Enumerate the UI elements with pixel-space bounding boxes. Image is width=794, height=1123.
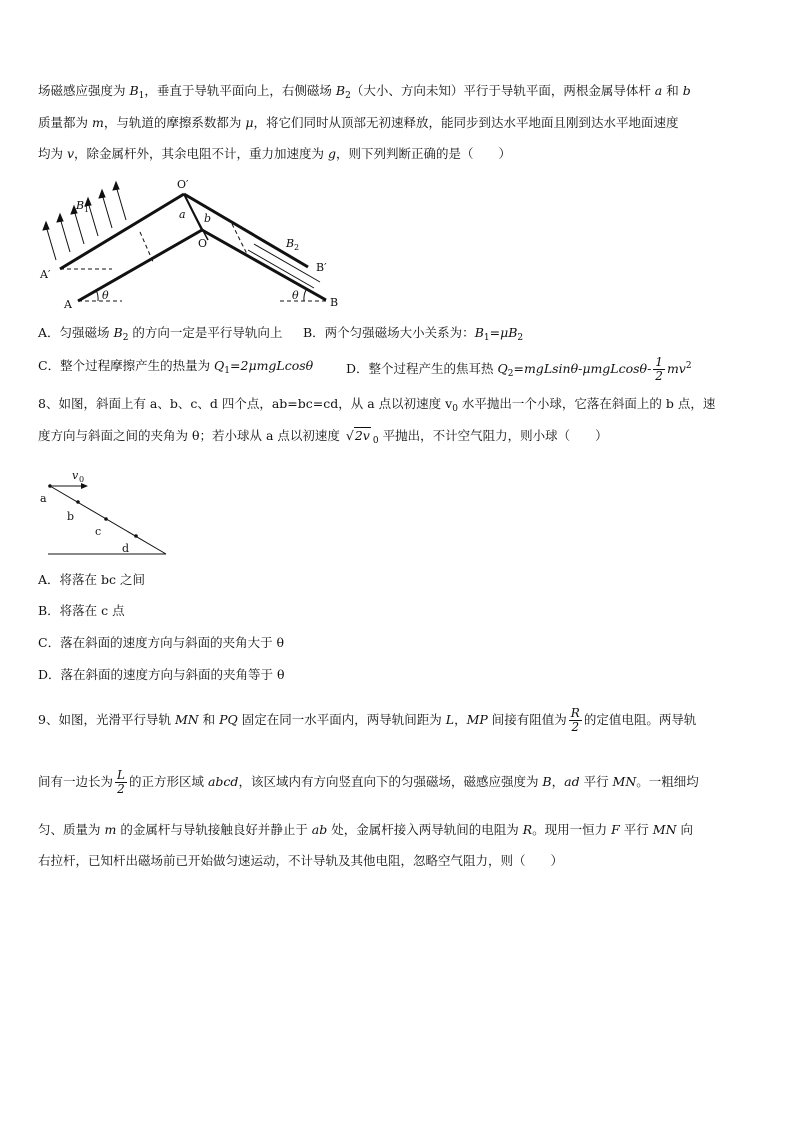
fraction-numerator: L: [117, 768, 125, 782]
q8-point-b: [76, 500, 80, 504]
q9-fraction-R-over-2: [569, 707, 582, 734]
q7-option-D-text: D．整个过程产生的焦耳热: [346, 361, 498, 376]
q8-text: 水平抛出一个小球，它落在斜面上的 b 点，速: [457, 396, 716, 411]
q8-label-v0: v: [72, 469, 79, 482]
q8-point-c: [104, 517, 108, 521]
q7-option-D-sup: 2: [685, 361, 692, 371]
q9-text: 的金属杆与导轨接触良好并静止于: [116, 822, 312, 837]
q7-label-O-prime: O′: [177, 178, 189, 191]
q7-text: 质量都为: [38, 115, 92, 130]
q8-label-b: b: [67, 510, 75, 523]
q7-option-B-eq: =: [489, 325, 501, 340]
q7-option-C-formula: =2μmgLcosθ: [230, 358, 314, 373]
q7-option-A-symbol: B: [113, 325, 123, 340]
q9-text: ，: [454, 712, 467, 727]
q7-text: ，除金属杆外，其余电阻不计，重力加速度为: [74, 146, 329, 161]
q7-option-D[interactable]: [346, 351, 692, 389]
q9-text: 向: [676, 822, 693, 837]
q8-text: 平抛出，不计空气阻力，则小球（ ）: [378, 428, 608, 443]
q7-symbol-m: m: [91, 115, 104, 130]
fraction-denominator: 2: [655, 369, 663, 383]
q7-sub: 1: [138, 91, 145, 101]
q7-figure-inclined-rails: [36, 174, 346, 312]
q7-text: ，将它们同时从顶部无初速释放，能同步到达水平地面且刚到达水平地面速度: [253, 115, 679, 130]
q8-label-d: d: [122, 542, 130, 555]
q7-option-B-symbol: μB: [500, 325, 518, 340]
q7-label-B-prime: B′: [316, 261, 327, 274]
q9-text: 固定在同一水平面内，两导轨间距为: [237, 712, 446, 727]
q9-text: 平行: [619, 822, 653, 837]
q7-text: 场磁感应强度为: [38, 83, 130, 98]
q7-field-arrows-B1: [43, 182, 126, 260]
q7-text: ，则下列判断正确的是（ ）: [336, 146, 512, 161]
q9-text: 间有一边长为: [38, 774, 114, 789]
q8-option-A[interactable]: A．将落在 bc 之间: [38, 572, 145, 587]
q8-point-a: [48, 484, 52, 488]
q7-option-C-sub: 1: [224, 366, 231, 376]
q9-symbol: R: [522, 822, 533, 837]
q9-fraction-L-over-2: [115, 769, 127, 796]
q7-angle-arc-right: [304, 290, 306, 301]
q7-option-D-formula-end: mv: [666, 361, 686, 376]
q8-option-D[interactable]: D．落在斜面的速度方向与斜面的夹角等于 θ: [38, 667, 285, 682]
q9-stem-line-2: [38, 765, 699, 799]
q7-option-D-fraction: [653, 356, 665, 383]
q7-symbol-b: b: [682, 83, 691, 98]
q7-sub: 2: [345, 91, 351, 101]
q7-option-D-formula: =mgLsinθ-μmgLcosθ-: [513, 361, 652, 376]
q7-label-A: A: [64, 298, 72, 311]
q7-label-theta-left: θ: [102, 289, 109, 302]
q9-text: 。一粗细均: [636, 774, 699, 789]
q7-option-B-symbol: B: [474, 325, 484, 340]
q9-symbol: m: [104, 822, 117, 837]
q7-label-b: b: [204, 212, 212, 225]
q7-stem-line-1: [38, 83, 691, 104]
q9-text: 和: [198, 712, 220, 727]
q7-option-C[interactable]: [38, 358, 313, 379]
q7-option-B[interactable]: [303, 325, 523, 346]
q7-option-A-text: 的方向一定是平行导轨向上: [128, 325, 283, 340]
q7-option-D-sub: 2: [507, 369, 514, 379]
q9-symbol: ad: [564, 774, 580, 789]
q7-symbol-a: a: [654, 83, 663, 98]
q9-text: ，: [551, 774, 565, 789]
q9-symbol: ab: [311, 822, 328, 837]
q7-symbol-mu: μ: [245, 115, 254, 130]
fraction-denominator: 2: [571, 720, 580, 734]
q7-symbol-B1: B: [129, 83, 139, 98]
q8-figure-incline: [36, 464, 170, 558]
q8-sub: 0: [372, 436, 379, 446]
fraction-numerator: 1: [655, 355, 663, 369]
q7-label-O: O: [198, 237, 208, 250]
q7-label-A-prime: A′: [40, 268, 51, 281]
q7-field-line-B2: [248, 250, 314, 288]
q8-label-a: a: [40, 492, 47, 505]
q9-text: 处，金属杆接入两导轨间的电阻为: [327, 822, 523, 837]
q7-option-A-sub: 2: [122, 333, 129, 343]
q9-symbol: F: [611, 822, 620, 837]
q9-text: 的定值电阻。两导轨: [583, 712, 697, 727]
q9-stem-line-1: [38, 703, 696, 737]
q9-text: ，该区域内有方向竖直向下的匀强磁场，磁感应强度为: [238, 774, 543, 789]
q9-stem-line-4: 右拉杆，已知杆出磁场前已开始做匀速运动，不计导轨及其他电阻，忽略空气阻力，则（ ）: [38, 853, 564, 868]
q8-label-c: c: [95, 525, 102, 538]
q7-label-a: a: [179, 208, 186, 221]
q7-text: （大小、方向未知）平行于导轨平面，两根金属导体杆: [350, 83, 655, 98]
q9-symbol: MN: [612, 774, 637, 789]
q7-label-B2-sub: 2: [294, 243, 300, 252]
q7-option-A-text: A．匀强磁场: [38, 325, 114, 340]
q8-text: 度方向与斜面之间的夹角为 θ；若小球从 a 点以初速度: [38, 428, 344, 443]
q7-text: ，垂直于导轨平面向上，右侧磁场: [144, 83, 336, 98]
q7-symbol-v: v: [66, 146, 75, 161]
q7-stem-line-3: [38, 146, 511, 162]
q7-option-D-symbol: Q: [497, 361, 508, 376]
q9-text: 。现用一恒力: [532, 822, 612, 837]
q8-label-v0-sub: 0: [79, 475, 85, 484]
q8-stem-line-2: [38, 428, 608, 449]
fraction-denominator: 2: [117, 782, 125, 796]
fraction-numerator: R: [570, 706, 580, 720]
q7-option-B-sub: 1: [483, 333, 490, 343]
q7-option-B-sub: 2: [517, 333, 524, 343]
q7-option-A[interactable]: [38, 325, 282, 346]
q7-option-B-text: B．两个匀强磁场大小关系为：: [303, 325, 475, 340]
q9-symbol: B: [542, 774, 552, 789]
q7-option-C-symbol: Q: [214, 358, 225, 373]
q7-option-C-text: C．整个过程摩擦产生的热量为: [38, 358, 215, 373]
q9-symbol: MN: [174, 712, 199, 727]
q9-symbol: abcd: [207, 774, 239, 789]
q7-symbol-B2: B: [335, 83, 346, 98]
q7-dashed-boundary-left: [140, 232, 154, 264]
q8-text: 8、如图，斜面上有 a、b、c、d 四个点，ab=bc=cd，从 a 点以初速度 v: [38, 396, 453, 411]
q7-label-B1: B: [76, 199, 85, 212]
q8-point-d: [134, 534, 138, 538]
q7-text: 和: [662, 83, 683, 98]
q7-angle-arc-left: [96, 290, 98, 301]
q9-stem-line-3: [38, 822, 693, 838]
q8-sqrt-expression: √2v: [345, 428, 370, 443]
q8-stem-line-1: [38, 396, 715, 417]
q8-sub: 0: [452, 404, 458, 414]
q9-symbol: L: [445, 712, 455, 727]
q9-text: 平行: [579, 774, 613, 789]
q9-symbol: MP: [466, 712, 488, 727]
q7-label-B1-sub: 1: [84, 205, 90, 214]
q7-stem-line-2: [38, 115, 678, 131]
q7-symbol-g: g: [328, 146, 337, 161]
q9-text: 9、如图，光滑平行导轨: [38, 712, 175, 727]
q8-option-B[interactable]: B．将落在 c 点: [38, 603, 125, 618]
q7-text: 均为: [38, 146, 67, 161]
q9-text: 匀、质量为: [38, 822, 105, 837]
q7-label-B: B: [330, 296, 339, 309]
q9-text: 间接有阻值为: [487, 712, 567, 727]
q7-text: ，与轨道的摩擦系数都为: [103, 115, 246, 130]
q7-label-theta-right: θ: [292, 289, 299, 302]
q9-symbol: PQ: [219, 712, 238, 727]
q8-option-C[interactable]: C．落在斜面的速度方向与斜面的夹角大于 θ: [38, 635, 285, 650]
q9-text: 的正方形区域: [128, 774, 208, 789]
q7-label-B2: B: [286, 237, 295, 250]
q9-symbol: MN: [652, 822, 677, 837]
q8-sqrt-radicand: 2v: [354, 428, 370, 443]
